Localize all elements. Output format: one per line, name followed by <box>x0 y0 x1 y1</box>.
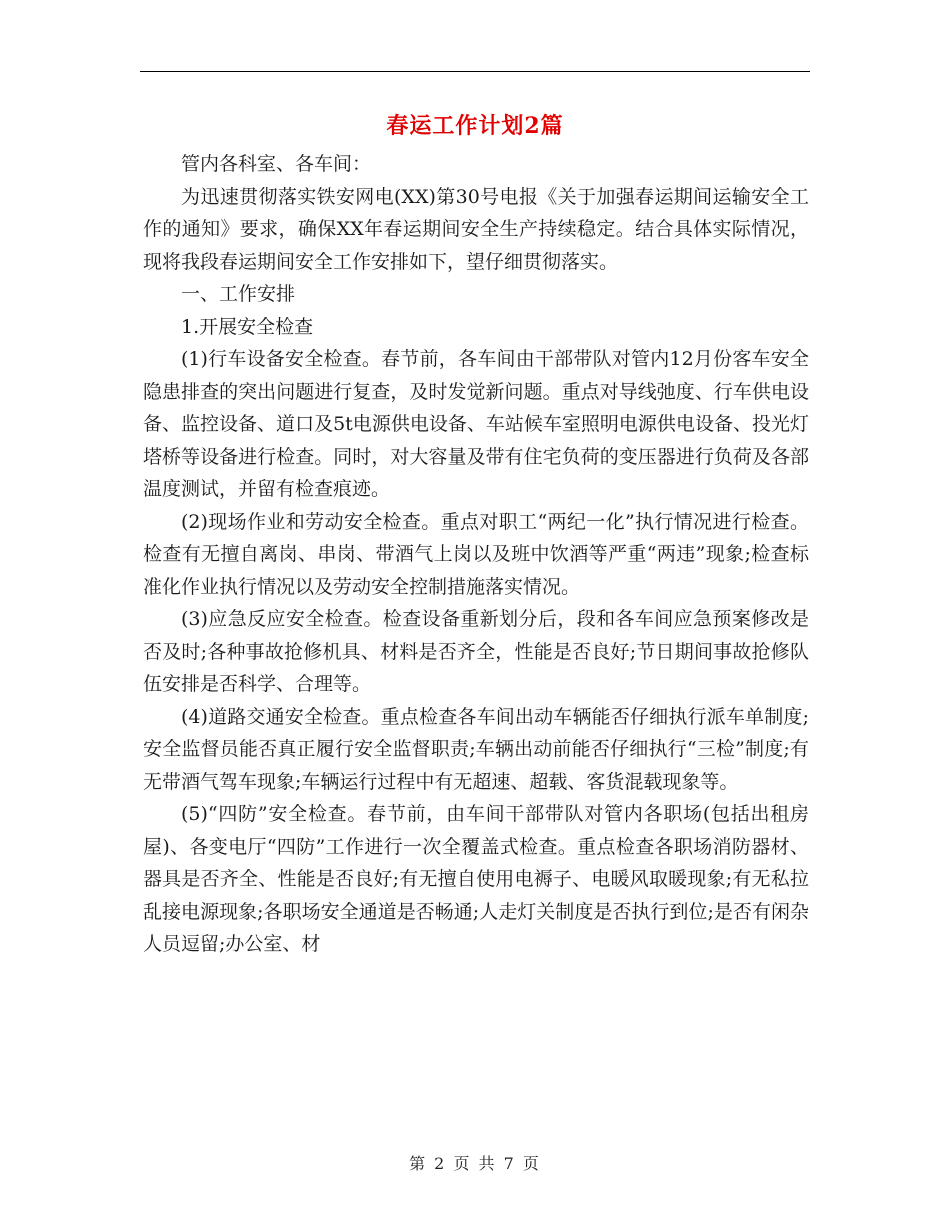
paragraph-item-1: (1)行车设备安全检查。春节前，各车间由干部带队对管内12月份客车安全隐患排查的突出问题进行复查，及时发觉新问题。重点对导线弛度、行车供电设备、监控设备、道口及5t电源供电设备、车站候车室照明电源供电设备、投光灯塔桥等设备进行检查。同时，对大容量及带有住宅负荷的变压器进行负荷及各部温度测试，并留有检查痕迹。 <box>143 348 809 500</box>
page-number-footer: 第 2 页 共 7 页 <box>409 1154 541 1173</box>
header-rule <box>140 71 810 72</box>
subsection-heading: 1.开展安全检查 <box>181 315 314 338</box>
document-title: 春运工作计划2篇 <box>386 113 564 139</box>
section-heading: 一、工作安排 <box>181 283 296 305</box>
document-body <box>143 148 809 961</box>
paragraph-intro: 为迅速贯彻落实铁安网电(XX)第30号电报《关于加强春运期间运输安全工作的通知》要求，确保XX年春运期间安全生产持续稳定。结合具体实际情况，现将我段春运期间安全工作安排如下，望仔细贯彻落实。 <box>143 185 809 273</box>
paragraph-item-2: (2)现场作业和劳动安全检查。重点对职工“两纪一化”执行情况进行检查。检查有无擅自离岗、串岗、带酒气上岗以及班中饮酒等严重“两违”现象;检查标准化作业执行情况以及劳动安全控制措施落实情况。 <box>143 510 809 598</box>
paragraph-item-5: (5)“四防”安全检查。春节前，由车间干部带队对管内各职场(包括出租房屋)、各变电厅“四防”工作进行一次全覆盖式检查。重点检查各职场消防器材、器具是否齐全、性能是否良好;有无擅自使用电褥子、电暖风取暖现象;有无私拉乱接电源现象;各职场安全通道是否畅通;人走灯关制度是否执行到位;是否有闲杂人员逗留;办公室、材 <box>143 803 809 955</box>
paragraph-item-3: (3)应急反应安全检查。检查设备重新划分后，段和各车间应急预案修改是否及时;各种事故抢修机具、材料是否齐全，性能是否良好;节日期间事故抢修队伍安排是否科学、合理等。 <box>143 608 809 695</box>
paragraph-item-4: (4)道路交通安全检查。重点检查各车间出动车辆能否仔细执行派车单制度;安全监督员能否真正履行安全监督职责;车辆出动前能否仔细执行“三检”制度;有无带酒气驾车现象;车辆运行过程中有无超速、超载、客货混载现象等。 <box>143 705 809 793</box>
paragraph-salutation: 管内各科室、各车间： <box>181 153 372 175</box>
